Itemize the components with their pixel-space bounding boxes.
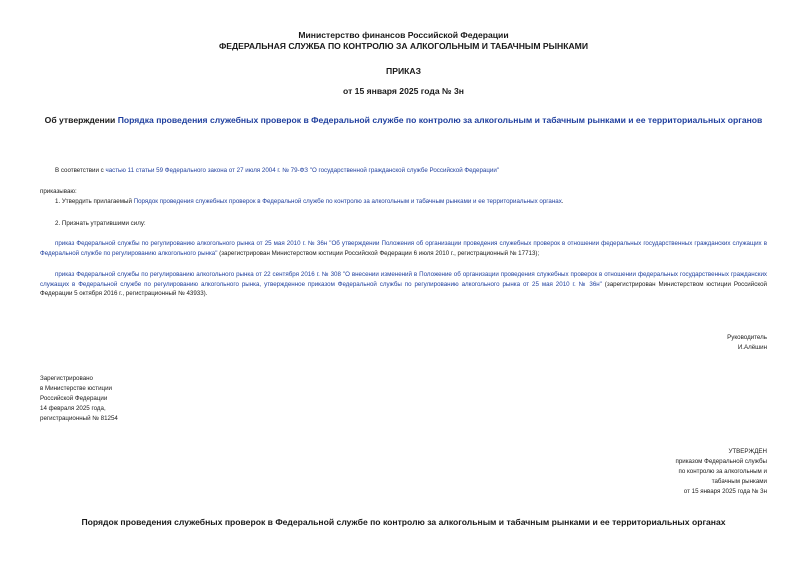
title-prefix: Об утверждении xyxy=(44,115,118,125)
intro-law-link[interactable]: частью 11 статьи 59 Федерального закона от 27 июля 2004 г. № 79-ФЗ "О государственной гражданской службе Российской Федерации" xyxy=(105,167,499,174)
document-date-number: от 15 января 2025 года № 3н xyxy=(343,86,464,96)
document-title xyxy=(40,115,767,126)
ministry-name: Министерство финансов Российской Федерации xyxy=(298,30,509,40)
document-type: ПРИКАЗ xyxy=(386,66,421,76)
approved-line-1: УТВЕРЖДЕН xyxy=(728,448,767,455)
item-1-suffix: . xyxy=(561,198,564,205)
approved-line-3: по контролю за алкогольным и xyxy=(678,468,767,475)
signature-role: Руководитель xyxy=(727,334,767,341)
item-2: 2. Признать утратившими силу: xyxy=(55,220,146,227)
repeal-2-link[interactable]: приказ Федеральной службы по регулированию алкогольного рынка от 22 сентября 2016 г. № 308 "О внесении изменений в Положение об организации проведения служебных проверок в отношении федеральных государственных гражданских служащих в Федеральной службе по регулированию алкогольного рынка, утвержденное приказом Федеральной службы по регулированию алкогольного рынка от 25 мая 2010 г. № 36н" xyxy=(40,271,767,288)
repeal-paragraph-1 xyxy=(40,239,767,258)
approved-line-2: приказом Федеральной службы xyxy=(675,458,767,465)
registration-line-4: 14 февраля 2025 года, xyxy=(40,405,106,412)
title-link[interactable]: Порядка проведения служебных проверок в Федеральной службе по контролю за алкогольным и табачным рынками и ее территориальных органов xyxy=(117,115,763,125)
approved-block xyxy=(600,447,767,497)
item-1 xyxy=(55,197,767,207)
registration-line-2: в Министерстве юстиции xyxy=(40,385,113,392)
item-1-prefix: 1. Утвердить прилагаемый xyxy=(55,198,134,205)
signature-name: И.Алёшин xyxy=(737,344,767,351)
item-1-link[interactable]: Порядок проведения служебных проверок в Федеральной службе по контролю за алкогольным и табачным рынками и ее территориальных органах xyxy=(133,198,562,205)
registration-line-5: регистрационный № 81254 xyxy=(40,415,118,422)
approved-line-5: от 15 января 2025 года № 3н xyxy=(683,488,767,495)
repeal-1-link[interactable]: приказ Федеральной службы по регулированию алкогольного рынка от 25 мая 2010 г. № 36н "Об утверждении Положения об организации проведения служебных проверок в отношении федеральных государственных гражданских служащих в Федеральной службе по регулированию алкогольного рынка" xyxy=(40,240,767,257)
annex-title: Порядок проведения служебных проверок в Федеральной службе по контролю за алкогольным и табачным рынками и ее территориальных органах xyxy=(81,517,726,527)
repeal-1-suffix: (зарегистрирован Министерством юстиции Российской Федерации 6 июля 2010 г., регистрационный № 17713); xyxy=(217,249,540,257)
intro-prefix: В соответствии с xyxy=(55,167,106,174)
order-word: приказываю: xyxy=(40,188,77,195)
repeal-paragraph-2 xyxy=(40,270,767,299)
intro-paragraph xyxy=(55,166,767,176)
approved-line-4: табачным рынками xyxy=(711,478,767,485)
service-name: ФЕДЕРАЛЬНАЯ СЛУЖБА ПО КОНТРОЛЮ ЗА АЛКОГОЛЬНЫМ И ТАБАЧНЫМ РЫНКАМИ xyxy=(218,41,589,51)
registration-line-3: Российской Федерации xyxy=(40,395,108,402)
repeal-2-suffix: (зарегистрирован Министерством юстиции Российской Федерации 5 октября 2016 г., регистрационный № 43933). xyxy=(40,280,767,297)
registration-block xyxy=(40,374,240,424)
registration-line-1: Зарегистрировано xyxy=(40,375,93,382)
